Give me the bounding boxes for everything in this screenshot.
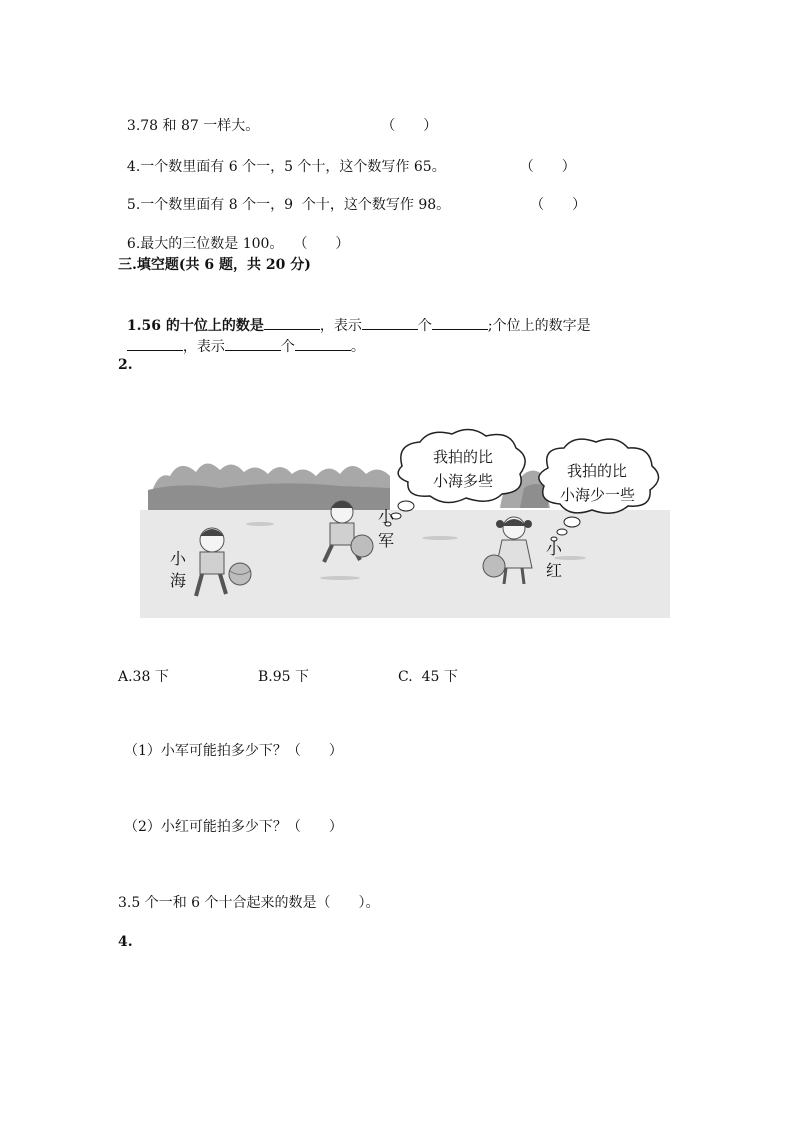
answer-parens[interactable]: （ ） <box>381 118 438 134</box>
answer-parens[interactable]: （ ） <box>293 236 350 252</box>
q1-part-1: 1.56 的十位上的数是 <box>126 318 264 334</box>
option-c: C. 45 下 <box>398 669 458 685</box>
bubble1-line1: 我拍的比 <box>433 448 494 466</box>
answer-parens[interactable]: （ ） <box>519 159 576 175</box>
label-xiaohai-1: 小 <box>170 549 187 568</box>
section-heading: 三.填空题(共 6 题，共 20 分) <box>118 257 311 273</box>
ball-bouncing-illustration <box>140 428 670 628</box>
answer-parens[interactable]: （ ） <box>530 197 587 213</box>
bubble2-line1: 我拍的比 <box>567 462 628 480</box>
question-1-line-2 <box>118 316 365 357</box>
tf-item-6 <box>118 214 349 254</box>
label-xiaohong-2: 红 <box>546 561 563 580</box>
q1-part-3: 个 <box>417 318 432 334</box>
question-3: 3.5 个一和 6 个十合起来的数是（ ）。 <box>118 895 380 911</box>
tf-item-5-text: 5.一个数里面有 8 个一，9 个十，这个数写作 98。 <box>126 197 451 213</box>
bubble2-line2: 小海少一些 <box>560 486 636 504</box>
option-b: B.95 下 <box>258 669 310 685</box>
label-xiaohong-1: 小 <box>546 539 563 558</box>
tf-item-4-text: 4.一个数里面有 6 个一，5 个十，这个数写作 65。 <box>126 159 446 175</box>
label-xiaojun-2: 军 <box>378 531 395 550</box>
q1-part-6: 个 <box>280 339 295 355</box>
question-2-sub-2: （2）小红可能拍多少下？（ ） <box>124 819 343 835</box>
question-4-number: 4. <box>118 934 133 950</box>
fill-blank[interactable] <box>432 315 488 330</box>
question-2-number: 2. <box>118 357 133 373</box>
fill-blank[interactable] <box>225 336 281 351</box>
q1-part-4: ;个位上的数字是 <box>487 318 591 334</box>
tf-item-3-text: 3.78 和 87 一样大。 <box>126 118 260 134</box>
bubble1-line2: 小海多些 <box>433 472 494 490</box>
q1-part-5: ，表示 <box>182 339 225 355</box>
tf-item-3 <box>118 96 437 136</box>
label-xiaojun-1: 小 <box>378 507 395 526</box>
q1-part-2: ，表示 <box>319 318 362 334</box>
tf-item-6-text: 6.最大的三位数是 100。 <box>126 236 284 252</box>
illustration-svg <box>140 428 670 628</box>
tf-item-4 <box>118 137 576 177</box>
tf-item-5 <box>118 175 586 215</box>
fill-blank[interactable] <box>295 336 351 351</box>
label-xiaohai-2: 海 <box>170 571 187 590</box>
question-2-sub-1: （1）小军可能拍多少下？（ ） <box>124 743 343 759</box>
fill-blank[interactable] <box>127 336 183 351</box>
fill-blank[interactable] <box>362 315 418 330</box>
q1-part-7: 。 <box>350 339 365 355</box>
option-a: A.38 下 <box>118 669 169 685</box>
